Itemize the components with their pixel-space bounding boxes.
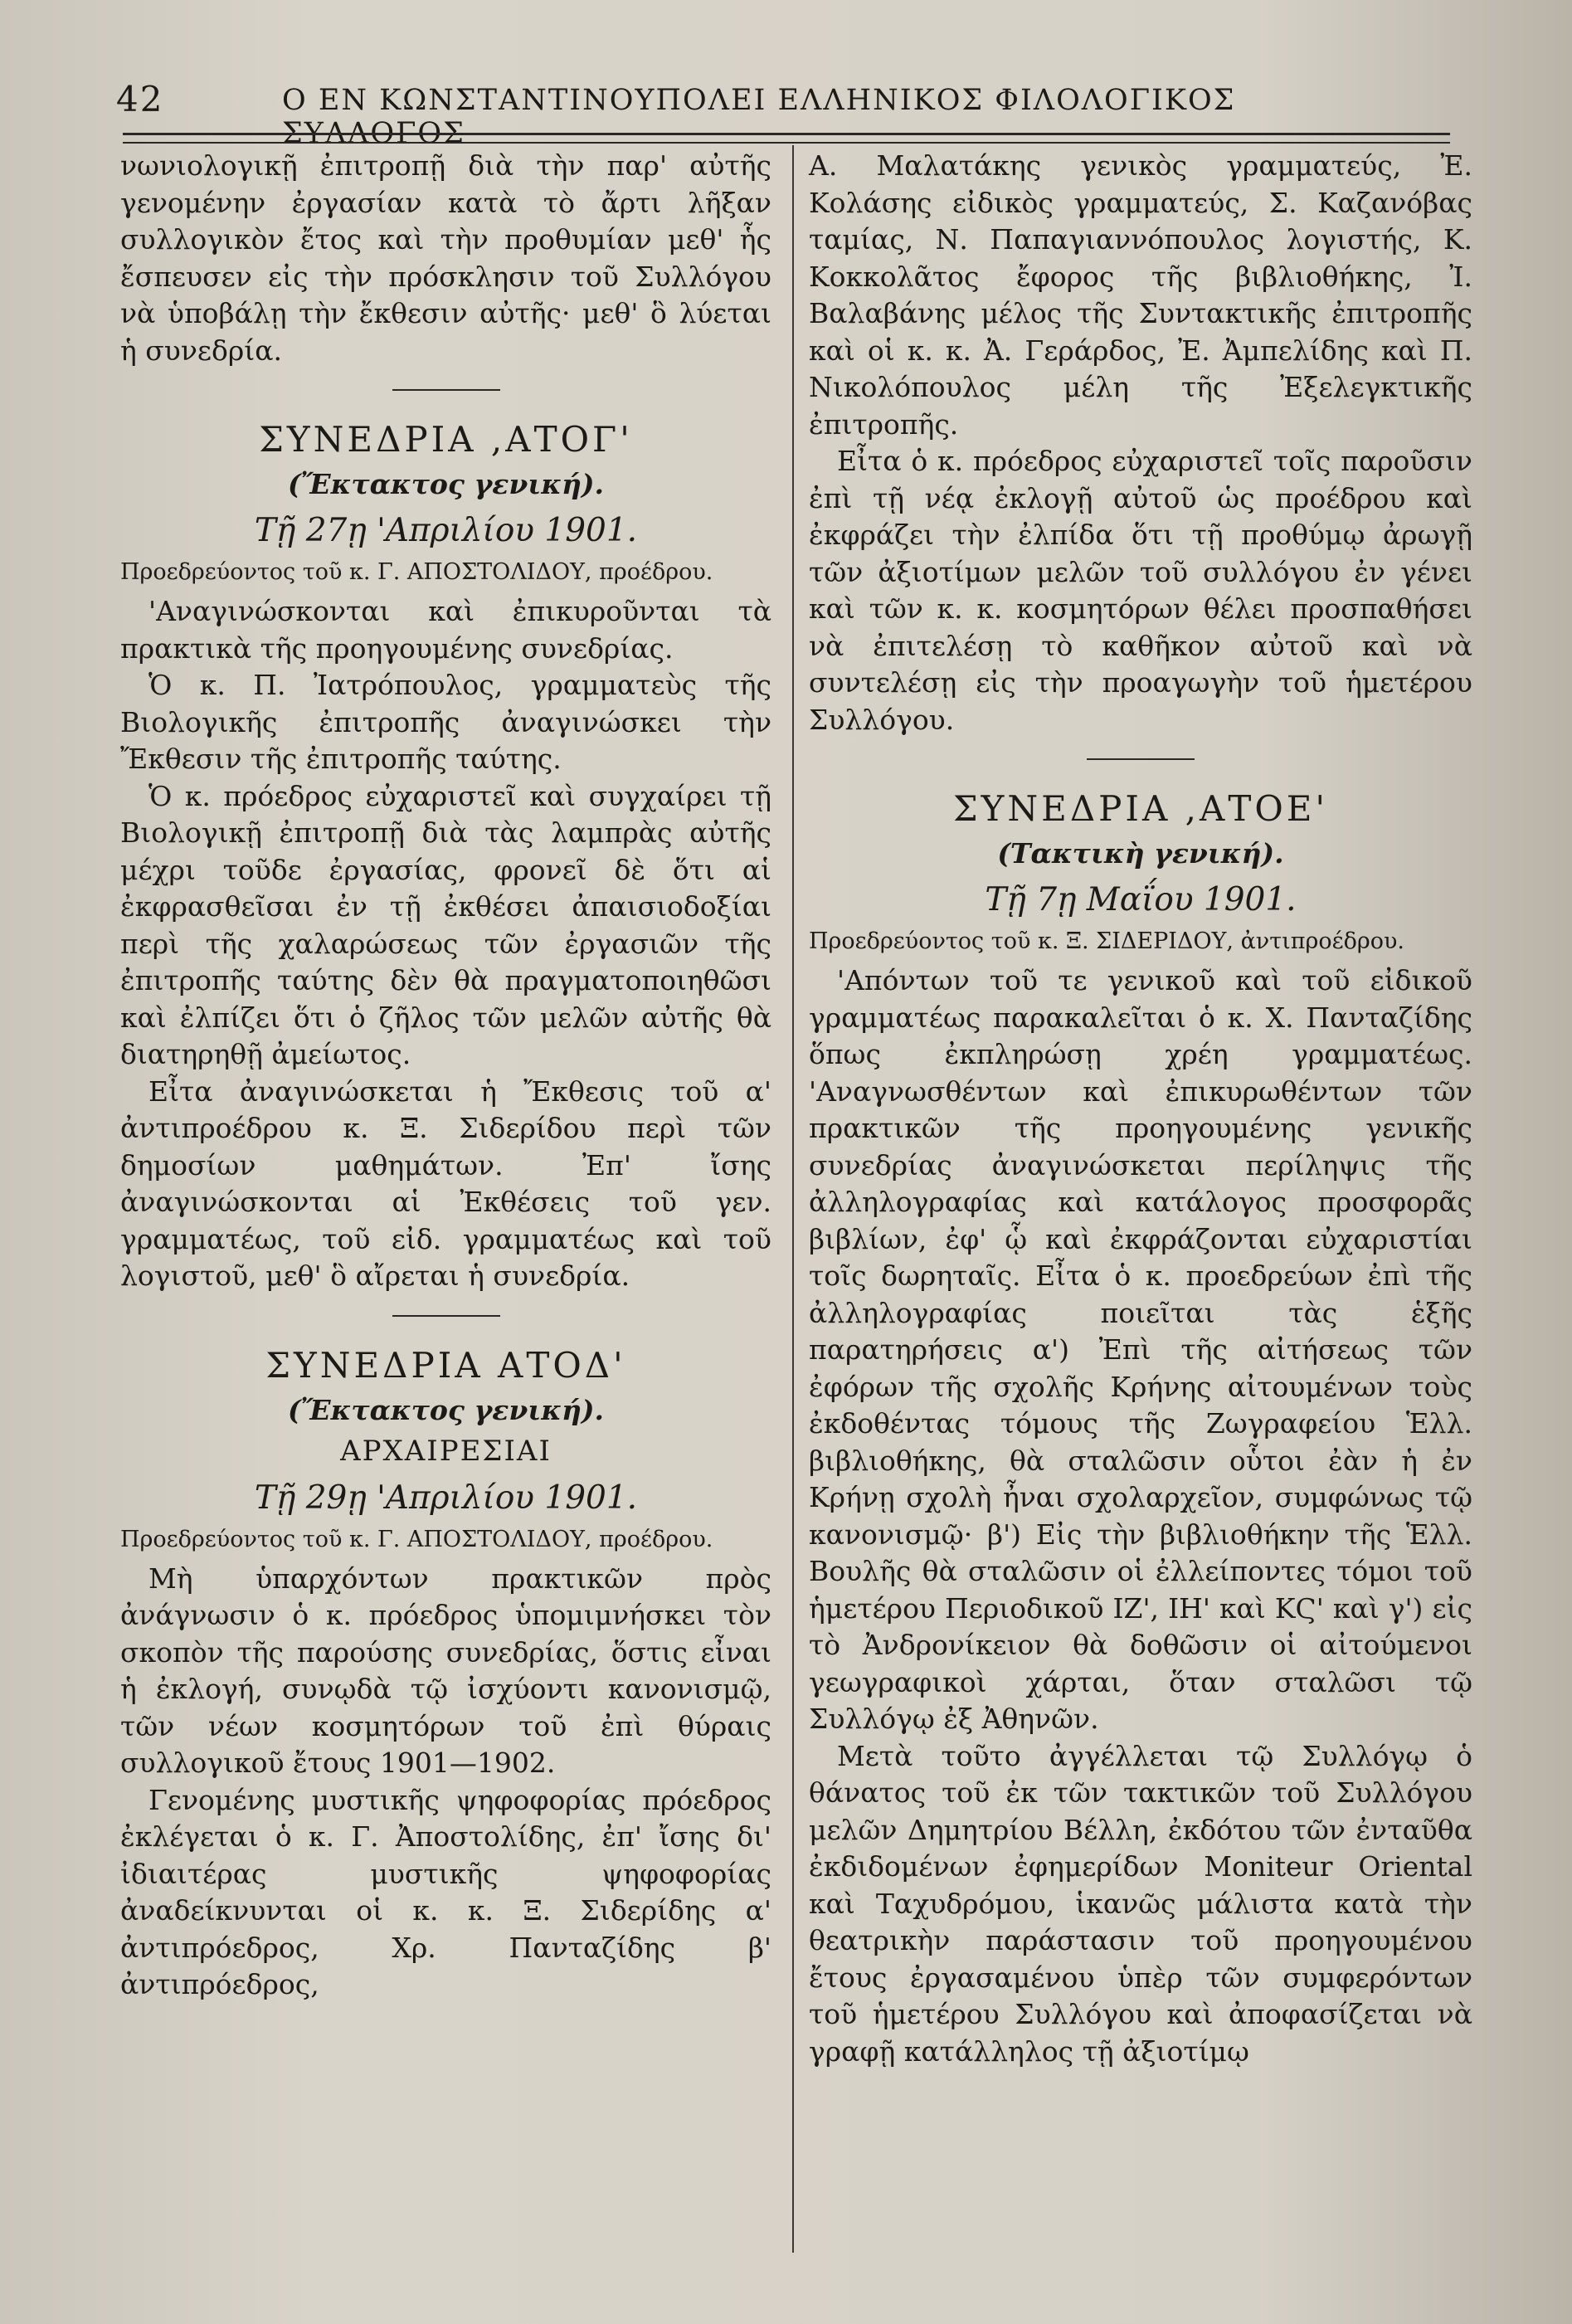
section-rule: [1087, 758, 1195, 760]
officers-list-paragraph: Α. Μαλατάκης γενικὸς γραμματεύς, Ἐ. Κολάσης εἰδικὸς γραμματεύς, Σ. Καζανόβας ταμίας, Ν. Παπαγιαννόπουλος λογιστής, Κ. Κοκκολᾶτος ἔφορος τῆς βιβλιοθήκης, Ἰ. Βαλαβάνης μέλος τῆς Συντακτικῆς ἐπιτροπῆς καὶ οἱ κ. κ. Ἀ. Γεράρδος, Ἐ. Ἀμπελίδης καὶ Π. Νικολόπουλος μέλη τῆς Ἐξελεγκτικῆς ἐπιτροπῆς.: [809, 149, 1472, 441]
session-1975-paragraph: Μετὰ τοῦτο ἀγγέλλεται τῷ Συλλόγῳ ὁ θάνατος τοῦ ἐκ τῶν τακτικῶν τοῦ Συλλόγου μελῶν Δημητρίου Βέλλη, ἐκδότου τῶν ἐνταῦθα ἐκδιδομένων ἐφημερίδων Moniteur Oriental καὶ Ταχυδρόμου, ἱκανῶς μάλιστα κατὰ τὴν θεατρικὴν παράστασιν τοῦ προηγουμένου ἔτους ἐργασαμένου ὑπὲρ τῶν συμφερόντων τοῦ ἡμετέρου Συλλόγου καὶ ἀποφασίζεται νὰ γραφῇ κατάλληλος τῇ ἀξιοτίμῳ: [809, 1739, 1472, 2068]
section-rule: [392, 389, 500, 391]
right-column: [809, 148, 1472, 2070]
section-rule: [392, 1315, 500, 1317]
page-number: 42: [116, 79, 164, 119]
running-head: [116, 79, 1344, 150]
session-1973-type: (Ἔκτακτος γενική).: [287, 468, 605, 500]
session-1975-heading: ΣΥΝΕΔΡΙΑ ,ΑΤΟΕ': [952, 788, 1329, 829]
session-1974-paragraph: Γενομένης μυστικῆς ψηφοφορίας πρόεδρος ἐκλέγεται ὁ κ. Γ. Ἀποστολίδης, ἐπ' ἴσης δι' ἰδιαιτέρας μυστικῆς ψηφοφορίας ἀναδείκνυνται οἱ κ. κ. Ξ. Σιδερίδης α' ἀντιπρόεδρος, Χρ. Πανταζίδης β' ἀντιπρόεδρος,: [120, 1783, 771, 2000]
session-1974-type: (Ἔκτακτος γενική).: [287, 1393, 605, 1426]
session-1973-paragraph: Ὁ κ. Π. Ἰατρόπουλος, γραμματεὺς τῆς Βιολογικῆς ἐπιτροπῆς ἀναγινώσκει τὴν Ἔκθεσιν τῆς ἐπιτροπῆς ταύτης.: [120, 669, 771, 775]
header-double-rule: [123, 133, 1450, 144]
session-1974-presided: Προεδρεύοντος τοῦ κ. Γ. ΑΠΟΣΤΟΛΙΔΟΥ, προέδρου.: [120, 1526, 713, 1552]
session-1975-type: (Τακτικὴ γενική).: [997, 837, 1284, 870]
president-thanks-paragraph: Εἶτα ὁ κ. πρόεδρος εὐχαριστεῖ τοῖς παροῦσιν ἐπὶ τῇ νέᾳ ἐκλογῇ αὐτοῦ ὡς προέδρου καὶ ἐκφράζει τὴν ἐλπίδα ὅτι τῇ προθύμῳ ἀρωγῇ τῶν ἀξιοτίμων μελῶν τοῦ συλλόγου ἐν γένει καὶ τῶν κ. κ. κοσμητόρων θέλει προσπαθήσει νὰ ἐπιτελέσῃ τὸ καθῆκον αὐτοῦ καὶ νὰ συντελέσῃ εἰς τὴν προαγωγὴν τοῦ ἡμετέρου Συλλόγου.: [809, 445, 1472, 736]
session-1973-presided: Προεδρεύοντος τοῦ κ. Γ. ΑΠΟΣΤΟΛΙΔΟΥ, προέδρου.: [120, 559, 713, 585]
session-1973-heading: ΣΥΝΕΔΡΙΑ ,ΑΤΟΓ': [259, 419, 633, 460]
session-1973-date: Τῇ 27ῃ 'Απριλίου 1901.: [254, 512, 638, 549]
left-column: [120, 148, 771, 2004]
left-opening-paragraph: νωνιολογικῇ ἐπιτροπῇ διὰ τὴν παρ' αὐτῆς γενομένην ἐργασίαν κατὰ τὸ ἄρτι λῆξαν συλλογικὸν ἔτος καὶ τὴν προθυμίαν μεθ' ἧς ἔσπευσεν εἰς τὴν πρόσκλησιν τοῦ Συλλόγου νὰ ὑποβάλῃ τὴν ἔκθεσιν αὐτῆς· μεθ' ὃ λύεται ἡ συνεδρία.: [120, 149, 771, 367]
session-1974-paragraph: Μὴ ὑπαρχόντων πρακτικῶν πρὸς ἀνάγνωσιν ὁ κ. πρόεδρος ὑπομιμνήσκει τὸν σκοπὸν τῆς παρούσης συνεδρίας, ὅστις εἶναι ἡ ἐκλογή, συνῳδὰ τῷ ἰσχύοντι κανονισμῷ, τῶν νέων κοσμητόρων τοῦ ἐπὶ θύραις συλλογικοῦ ἔτους 1901—1902.: [120, 1562, 771, 1779]
session-1974-heading: ΣΥΝΕΔΡΙΑ ΑΤΟΔ': [265, 1344, 626, 1386]
session-1975-presided: Προεδρεύοντος τοῦ κ. Ξ. ΣΙΔΕΡΙΔΟΥ, ἀντιπροέδρου.: [809, 928, 1404, 954]
session-1973-paragraph: 'Αναγινώσκονται καὶ ἐπικυροῦνται τὰ πρακτικὰ τῆς προηγουμένης συνεδρίας.: [120, 595, 771, 665]
session-1973-paragraph: Ὁ κ. πρόεδρος εὐχαριστεῖ καὶ συγχαίρει τῇ Βιολογικῇ ἐπιτροπῇ διὰ τὰς λαμπρὰς αὐτῆς μέχρι τοῦδε ἐργασίας, φρονεῖ δὲ ὅτι αἱ ἐκφρασθεῖσαι ἐν τῇ ἐκθέσει ἀπαισιοδοξίαι περὶ τῆς χαλαρώσεως τῶν ἐργασιῶν τῆς ἐπιτροπῆς ταύτης δὲν θὰ πραγματοποιηθῶσι καὶ ἐλπίζει ὅτι ὁ ζῆλος τῶν μελῶν αὐτῆς θὰ διατηρηθῇ ἀμείωτος.: [120, 779, 771, 1070]
session-1975-date: Τῇ 7ῃ Μαΐου 1901.: [985, 881, 1297, 918]
session-1975-paragraph: 'Απόντων τοῦ τε γενικοῦ καὶ τοῦ εἰδικοῦ γραμματέως παρακαλεῖται ὁ κ. Χ. Πανταζίδης ὅπως ἐκπληρώσῃ χρέη γραμματέως. 'Αναγνωσθέντων καὶ ἐπικυρωθέντων τῶν πρακτικῶν τῆς προηγουμένης γενικῆς συνεδρίας ἀναγινώσκεται περίληψις τῆς ἀλληλογραφίας καὶ κατάλογος προσφορᾶς βιβλίων, ἐφ' ᾧ καὶ ἐκφράζονται εὐχαριστίαι τοῖς δωρηταῖς. Εἶτα ὁ κ. προεδρεύων ἐπὶ τῆς ἀλληλογραφίας ποιεῖται τὰς ἑξῆς παρατηρήσεις α') Ἐπὶ τῆς αἰτήσεως τῶν ἐφόρων τῆς σχολῆς Κρήνης αἰτουμένων τοὺς ἐκδοθέντας τόμους τῆς Ζωγραφείου Ἑλλ. βιβλιοθήκης, θὰ σταλῶσιν οὗτοι ἐὰν ἡ ἐν Κρήνῃ σχολὴ ἦναι σχολαρχεῖον, συμφώνως τῷ κανονισμῷ· β') Εἰς τὴν βιβλιοθήκην τῆς Ἑλλ. Βουλῆς θὰ σταλῶσιν οἱ ἐλλείποντες τόμοι τοῦ ἡμετέρου Περιοδικοῦ ΙΖ', ΙΗ' καὶ ΚϚ' καὶ γ') εἰς τὸ Ἀνδρονίκειον θὰ δοθῶσιν οἱ αἰτούμενοι γεωγραφικοὶ χάρται, ὅταν σταλῶσι τῷ Συλλόγῳ ἐξ Ἀθηνῶν.: [809, 964, 1472, 1735]
running-title: Ο ΕΝ ΚΩΝΣΤΑΝΤΙΝΟΥΠΟΛΕΙ ΕΛΛΗΝΙΚΟΣ ΦΙΛΟΛΟΓΙΚΟΣ ΣΥΛΛΟΓΟΣ: [282, 84, 1236, 150]
session-1974-date: Τῇ 29ῃ 'Απριλίου 1901.: [254, 1479, 638, 1517]
session-1973-paragraph: Εἶτα ἀναγινώσκεται ἡ Ἔκθεσις τοῦ α' ἀντιπροέδρου κ. Ξ. Σιδερίδου περὶ τῶν δημοσίων μαθημάτων. Ἐπ' ἴσης ἀναγινώσκονται αἱ Ἐκθέσεις τοῦ γεν. γραμματέως, τοῦ εἰδ. γραμματέως καὶ τοῦ λογιστοῦ, μεθ' ὃ αἴρεται ἡ συνεδρία.: [120, 1074, 771, 1292]
elections-kicker: ΑΡΧΑΙΡΕΣΙΑΙ: [340, 1434, 552, 1468]
column-divider: [792, 145, 794, 2253]
